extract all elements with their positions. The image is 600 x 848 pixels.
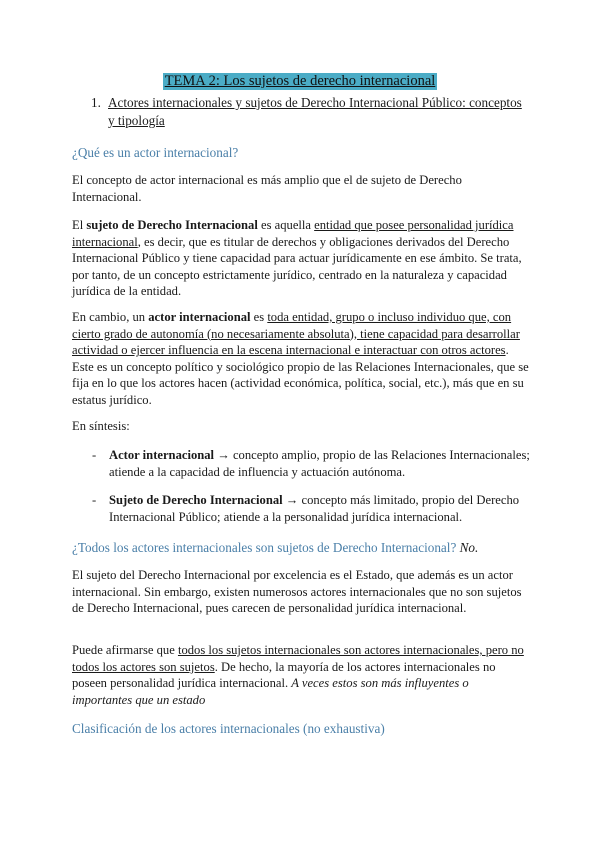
text-run: es (250, 310, 268, 324)
paragraph-sintesis: En síntesis: (72, 419, 130, 433)
text-run: . De hecho, la mayoría de los actores internacionales no poseen personalidad jurídica internacional. (72, 659, 496, 691)
list-item (92, 492, 532, 525)
bold-term: Sujeto de Derecho Internacional (109, 493, 283, 507)
text-run: En cambio, un (72, 310, 149, 324)
paragraph-estado: El sujeto del Derecho Internacional por excelencia es el Estado, que además es un actor internacional. Sin embargo, existen numerosos actores internacionales que no son sujetos de Derecho Internacional, pues carecen de personalidad jurídica internacional. (72, 568, 522, 616)
italic-note: A veces estos son más influyentes o importantes que un estado (72, 676, 469, 707)
paragraph-sujeto (72, 217, 532, 300)
heading-clasificacion: Clasificación de los actores internacionales (no exhaustiva) (72, 721, 385, 736)
text-run: , es decir, que es titular de derechos y obligaciones derivados del Derecho Internacional Público y tiene capacidad para actuar jurídicamente en ese ámbito. Se trata, por tanto, de un concepto estrictamente jurídico, centrado en la naturaleza y capacidad jurídica de la entidad. (72, 234, 522, 299)
text-run: El (72, 218, 87, 232)
paragraph-afirmarse (72, 642, 532, 708)
title-container (0, 72, 600, 90)
underlined-statement: todos los sujetos internacionales son actores internacionales, pero no todos los actores son sujetos (72, 643, 524, 674)
underlined-definition: entidad que posee personalidad jurídica internacional (72, 218, 514, 249)
bullet-dash: - (92, 493, 97, 507)
underlined-definition: toda entidad, grupo o incluso individuo que, con cierto grado de autonomía (no necesariamente absoluta), tiene capacidad para desarrollar actividad o ejercer influencia en la escena internacional e interactuar con otros actores (72, 310, 520, 358)
section-heading-1 (91, 94, 531, 130)
text-run: Puede afirmarse que (72, 643, 178, 657)
heading-question: ¿Todos los actores internacionales son sujetos de Derecho Internacional? (72, 540, 460, 555)
heading-todos-actores (72, 539, 478, 557)
bold-term: sujeto de Derecho Internacional (86, 218, 258, 232)
heading-actor-internacional: ¿Qué es un actor internacional? (72, 145, 239, 160)
document-title: TEMA 2: Los sujetos de derecho internacional (164, 73, 436, 89)
bold-term: Actor internacional (109, 448, 215, 462)
bold-term: actor internacional (148, 310, 251, 324)
heading-answer: No (459, 540, 475, 555)
heading-period: . (475, 540, 479, 555)
section-title: Actores internacionales y sujetos de Derecho Internacional Público: conceptos y tipología (108, 95, 522, 128)
section-number: 1. (91, 95, 101, 110)
list-item-text: → concepto más limitado, propio del Derecho Internacional Público; atiende a la personalidad jurídica internacional. (109, 493, 520, 524)
text-run: . Este es un concepto político y sociológico propio de las Relaciones Internacionales, que se fija en lo que los actores hacen (actividad económica, política, social, etc.), más que en su estatus jurídico. (72, 343, 529, 407)
paragraph-concepto: El concepto de actor internacional es más amplio que el de sujeto de Derecho Internacional. (72, 173, 462, 204)
paragraph-actor (72, 309, 532, 409)
list-item (92, 447, 532, 480)
text-run: es aquella (257, 218, 315, 232)
bullet-dash: - (92, 448, 97, 462)
list-item-text: → concepto amplio, propio de las Relaciones Internacionales; atiende a la capacidad de influencia y actuación autónoma. (109, 448, 530, 479)
